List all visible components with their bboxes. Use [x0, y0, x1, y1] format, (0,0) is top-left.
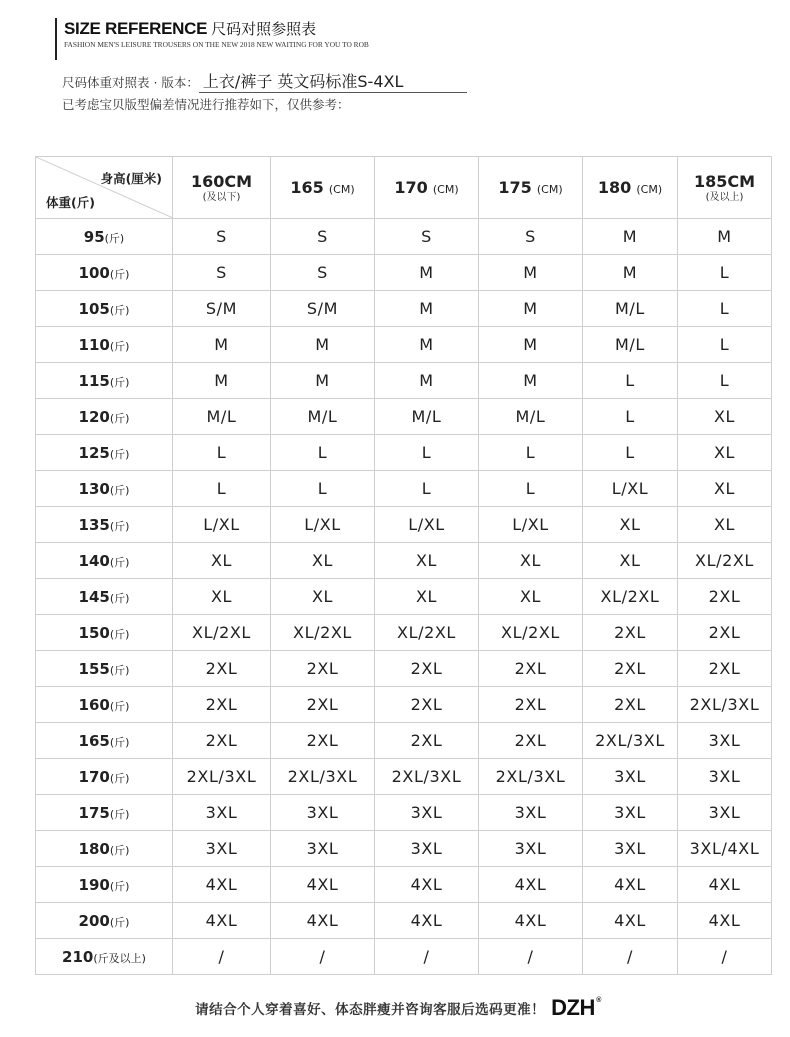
weight-value: 175: [78, 804, 110, 822]
weight-unit: (斤): [109, 736, 130, 749]
size-cell: 2XL/3XL: [375, 759, 479, 795]
size-cell: XL: [375, 543, 479, 579]
weight-unit: (斤): [109, 448, 130, 461]
subtitle: FASHION MEN'S LEISURE TROUSERS ON THE NEW 2018 NEW WAITING FOR YOU TO ROB: [64, 40, 369, 49]
size-cell: XL/2XL: [678, 543, 772, 579]
weight-unit: (斤): [109, 880, 130, 893]
weight-cell: [36, 543, 173, 579]
size-cell: 4XL: [583, 867, 678, 903]
size-cell: 4XL: [583, 903, 678, 939]
size-cell: XL/2XL: [173, 615, 271, 651]
size-cell: 2XL: [375, 723, 479, 759]
size-cell: 2XL: [583, 687, 678, 723]
weight-unit: (斤): [109, 772, 130, 785]
corner-weight-label: 体重(斤): [46, 195, 95, 210]
size-cell: M: [479, 363, 583, 399]
weight-unit: (斤): [109, 412, 130, 425]
weight-value: 200: [78, 912, 110, 930]
weight-value: 180: [78, 840, 110, 858]
size-cell: M: [583, 219, 678, 255]
table-row: [36, 363, 772, 399]
weight-value: 145: [78, 588, 110, 606]
size-cell: M/L: [271, 399, 375, 435]
table-row: [36, 759, 772, 795]
table-row: [36, 435, 772, 471]
size-cell: 2XL: [479, 651, 583, 687]
weight-cell: [36, 399, 173, 435]
size-cell: L: [375, 471, 479, 507]
size-cell: M: [271, 363, 375, 399]
size-cell: L/XL: [479, 507, 583, 543]
size-cell: 3XL/4XL: [678, 831, 772, 867]
size-cell: 2XL/3XL: [479, 759, 583, 795]
size-table: [35, 156, 772, 975]
size-cell: /: [583, 939, 678, 975]
size-cell: 2XL/3XL: [583, 723, 678, 759]
weight-cell: [36, 255, 173, 291]
size-cell: 3XL: [173, 795, 271, 831]
weight-value: 165: [78, 732, 110, 750]
table-row: [36, 867, 772, 903]
size-cell: 2XL: [678, 651, 772, 687]
weight-value: 100: [78, 264, 110, 282]
size-cell: M/L: [173, 399, 271, 435]
size-cell: /: [479, 939, 583, 975]
footer: [0, 995, 790, 1021]
size-cell: 4XL: [678, 903, 772, 939]
weight-cell: [36, 435, 173, 471]
table-row: [36, 615, 772, 651]
size-cell: 2XL: [479, 687, 583, 723]
size-cell: 3XL: [479, 795, 583, 831]
size-cell: 2XL: [271, 651, 375, 687]
table-row: [36, 687, 772, 723]
size-cell: L: [173, 471, 271, 507]
size-cell: 3XL: [583, 795, 678, 831]
size-cell: 2XL/3XL: [678, 687, 772, 723]
size-cell: L: [678, 291, 772, 327]
size-cell: 3XL: [479, 831, 583, 867]
weight-unit: (斤及以上): [93, 952, 146, 965]
height-col-unit: (CM): [536, 183, 563, 196]
height-col-header: [479, 157, 583, 219]
size-cell: L/XL: [271, 507, 375, 543]
weight-value: 135: [78, 516, 110, 534]
weight-cell: [36, 939, 173, 975]
weight-unit: (斤): [109, 520, 130, 533]
corner-height-label: 身高(厘米): [100, 171, 162, 186]
size-cell: /: [375, 939, 479, 975]
height-col-unit: (CM): [432, 183, 459, 196]
size-cell: S: [271, 219, 375, 255]
size-cell: 2XL: [271, 723, 375, 759]
size-cell: 2XL: [173, 651, 271, 687]
title-cn: 尺码对照参照表: [211, 20, 317, 38]
weight-cell: [36, 903, 173, 939]
weight-value: 190: [78, 876, 110, 894]
size-cell: 4XL: [678, 867, 772, 903]
size-cell: L: [678, 327, 772, 363]
size-cell: 3XL: [375, 795, 479, 831]
table-corner-cell: [36, 157, 173, 219]
weight-cell: [36, 867, 173, 903]
size-cell: L: [479, 471, 583, 507]
table-row: [36, 579, 772, 615]
weight-unit: (斤): [109, 700, 130, 713]
size-cell: L: [678, 363, 772, 399]
weight-value: 140: [78, 552, 110, 570]
table-row: [36, 795, 772, 831]
height-col-sub: (及以上): [705, 191, 744, 203]
size-cell: XL: [375, 579, 479, 615]
size-cell: 2XL: [583, 651, 678, 687]
table-row: [36, 831, 772, 867]
weight-cell: [36, 615, 173, 651]
size-cell: XL: [678, 435, 772, 471]
size-cell: XL: [678, 471, 772, 507]
size-cell: XL/2XL: [271, 615, 375, 651]
size-cell: 3XL: [375, 831, 479, 867]
height-col-header: [583, 157, 678, 219]
size-cell: M: [375, 327, 479, 363]
size-cell: M: [375, 363, 479, 399]
weight-cell: [36, 651, 173, 687]
weight-unit: (斤): [109, 556, 130, 569]
weight-value: 130: [78, 480, 110, 498]
size-cell: XL/2XL: [583, 579, 678, 615]
weight-value: 160: [78, 696, 110, 714]
size-cell: M: [583, 255, 678, 291]
height-col-main: 170: [394, 178, 428, 197]
weight-unit: (斤): [109, 844, 130, 857]
title-en: SIZE REFERENCE: [64, 19, 208, 38]
size-cell: L: [583, 435, 678, 471]
weight-cell: [36, 795, 173, 831]
height-col-unit: (CM): [636, 183, 663, 196]
weight-value: 120: [78, 408, 110, 426]
weight-unit: (斤): [109, 484, 130, 497]
size-cell: XL: [173, 579, 271, 615]
size-cell: L: [583, 399, 678, 435]
weight-cell: [36, 471, 173, 507]
height-col-unit: (CM): [328, 183, 355, 196]
height-col-header: [678, 157, 772, 219]
weight-cell: [36, 723, 173, 759]
weight-cell: [36, 579, 173, 615]
weight-value: 210: [62, 948, 94, 966]
size-cell: /: [173, 939, 271, 975]
size-cell: 2XL: [479, 723, 583, 759]
weight-value: 170: [78, 768, 110, 786]
size-cell: M/L: [479, 399, 583, 435]
size-cell: S/M: [271, 291, 375, 327]
table-row: [36, 723, 772, 759]
height-col-main: 175: [498, 178, 532, 197]
table-row: [36, 903, 772, 939]
weight-unit: (斤): [109, 304, 130, 317]
size-cell: M: [271, 327, 375, 363]
height-col-main: 165: [290, 178, 324, 197]
table-row: [36, 255, 772, 291]
version-line: [62, 69, 467, 93]
size-cell: L: [678, 255, 772, 291]
size-cell: XL: [678, 507, 772, 543]
size-cell: 3XL: [678, 795, 772, 831]
size-cell: 3XL: [173, 831, 271, 867]
size-cell: 4XL: [271, 867, 375, 903]
height-col-header: [271, 157, 375, 219]
size-cell: 3XL: [583, 831, 678, 867]
note-line: 已考虑宝贝版型偏差情况进行推荐如下，仅供参考：: [62, 97, 350, 112]
size-cell: L: [271, 471, 375, 507]
weight-cell: [36, 831, 173, 867]
size-cell: /: [271, 939, 375, 975]
size-cell: S: [271, 255, 375, 291]
size-cell: M: [375, 291, 479, 327]
size-cell: XL: [173, 543, 271, 579]
size-cell: XL: [271, 543, 375, 579]
table-row: [36, 507, 772, 543]
size-cell: XL: [479, 543, 583, 579]
size-cell: L/XL: [173, 507, 271, 543]
size-cell: 3XL: [678, 759, 772, 795]
weight-unit: (斤): [109, 376, 130, 389]
weight-unit: (斤): [104, 232, 125, 245]
table-row: [36, 399, 772, 435]
weight-cell: [36, 327, 173, 363]
size-cell: L: [583, 363, 678, 399]
weight-cell: [36, 507, 173, 543]
size-cell: 4XL: [479, 867, 583, 903]
size-cell: XL: [678, 399, 772, 435]
size-cell: 2XL: [678, 615, 772, 651]
size-cell: 2XL: [271, 687, 375, 723]
size-cell: M/L: [375, 399, 479, 435]
header-block: [55, 18, 374, 60]
size-cell: L: [173, 435, 271, 471]
size-cell: M: [173, 327, 271, 363]
table-row: [36, 327, 772, 363]
size-cell: 4XL: [375, 903, 479, 939]
weight-value: 110: [78, 336, 110, 354]
table-row: [36, 939, 772, 975]
size-cell: M: [479, 291, 583, 327]
table-row: [36, 651, 772, 687]
size-cell: 4XL: [375, 867, 479, 903]
size-cell: M: [678, 219, 772, 255]
size-cell: 4XL: [271, 903, 375, 939]
weight-cell: [36, 291, 173, 327]
weight-unit: (斤): [109, 592, 130, 605]
size-cell: L: [271, 435, 375, 471]
size-cell: 2XL/3XL: [271, 759, 375, 795]
height-col-main: 160CM: [190, 171, 253, 191]
weight-value: 95: [83, 228, 105, 246]
version-value: 上衣/裤子 英文码标准S-4XL: [199, 69, 467, 93]
weight-unit: (斤): [109, 664, 130, 677]
height-col-main: 180: [597, 178, 632, 197]
size-cell: XL: [583, 507, 678, 543]
weight-unit: (斤): [109, 340, 130, 353]
size-cell: 3XL: [271, 795, 375, 831]
size-cell: S/M: [173, 291, 271, 327]
size-cell: L: [479, 435, 583, 471]
weight-unit: (斤): [109, 628, 130, 641]
size-cell: M: [173, 363, 271, 399]
size-cell: S: [173, 219, 271, 255]
size-cell: XL/2XL: [479, 615, 583, 651]
size-cell: XL: [271, 579, 375, 615]
weight-value: 105: [78, 300, 110, 318]
size-cell: M/L: [583, 291, 678, 327]
height-col-header: [375, 157, 479, 219]
size-cell: 4XL: [479, 903, 583, 939]
weight-unit: (斤): [109, 268, 130, 281]
weight-cell: [36, 219, 173, 255]
weight-value: 150: [78, 624, 110, 642]
size-cell: L/XL: [375, 507, 479, 543]
table-row: [36, 471, 772, 507]
size-cell: 2XL: [678, 579, 772, 615]
size-cell: /: [678, 939, 772, 975]
size-cell: S: [375, 219, 479, 255]
height-col-header: [173, 157, 271, 219]
size-cell: 4XL: [173, 903, 271, 939]
size-cell: 3XL: [678, 723, 772, 759]
size-cell: 4XL: [173, 867, 271, 903]
table-row: [36, 543, 772, 579]
size-cell: 2XL: [173, 723, 271, 759]
size-cell: 2XL: [173, 687, 271, 723]
size-cell: XL: [479, 579, 583, 615]
weight-unit: (斤): [109, 916, 130, 929]
weight-cell: [36, 363, 173, 399]
table-header-row: [36, 157, 772, 219]
brand-logo: [551, 995, 601, 1021]
size-cell: M: [479, 327, 583, 363]
size-cell: 2XL: [375, 651, 479, 687]
footer-text: 请结合个人穿着喜好、体态胖瘦并咨询客服后选码更准！: [195, 1002, 546, 1018]
table-row: [36, 291, 772, 327]
size-cell: XL/2XL: [375, 615, 479, 651]
size-cell: 2XL: [375, 687, 479, 723]
size-cell: 2XL/3XL: [173, 759, 271, 795]
registered-mark-icon: ®: [596, 997, 601, 1004]
size-cell: M: [479, 255, 583, 291]
size-cell: L/XL: [583, 471, 678, 507]
size-cell: S: [173, 255, 271, 291]
size-cell: 2XL: [583, 615, 678, 651]
weight-value: 125: [78, 444, 110, 462]
weight-cell: [36, 759, 173, 795]
weight-cell: [36, 687, 173, 723]
size-cell: L: [375, 435, 479, 471]
size-cell: 3XL: [583, 759, 678, 795]
size-cell: S: [479, 219, 583, 255]
weight-value: 115: [78, 372, 110, 390]
weight-unit: (斤): [109, 808, 130, 821]
title-row: [64, 18, 374, 39]
height-col-main: 185CM: [693, 171, 756, 191]
weight-value: 155: [78, 660, 110, 678]
table-row: [36, 219, 772, 255]
size-cell: M: [375, 255, 479, 291]
brand-logo-text: DZH: [551, 995, 595, 1020]
size-table-body: [36, 219, 772, 975]
version-label: 尺码体重对照表 · 版本：: [62, 75, 199, 90]
size-cell: 3XL: [271, 831, 375, 867]
height-col-sub: (及以下): [202, 191, 241, 203]
size-cell: XL: [583, 543, 678, 579]
size-cell: M/L: [583, 327, 678, 363]
